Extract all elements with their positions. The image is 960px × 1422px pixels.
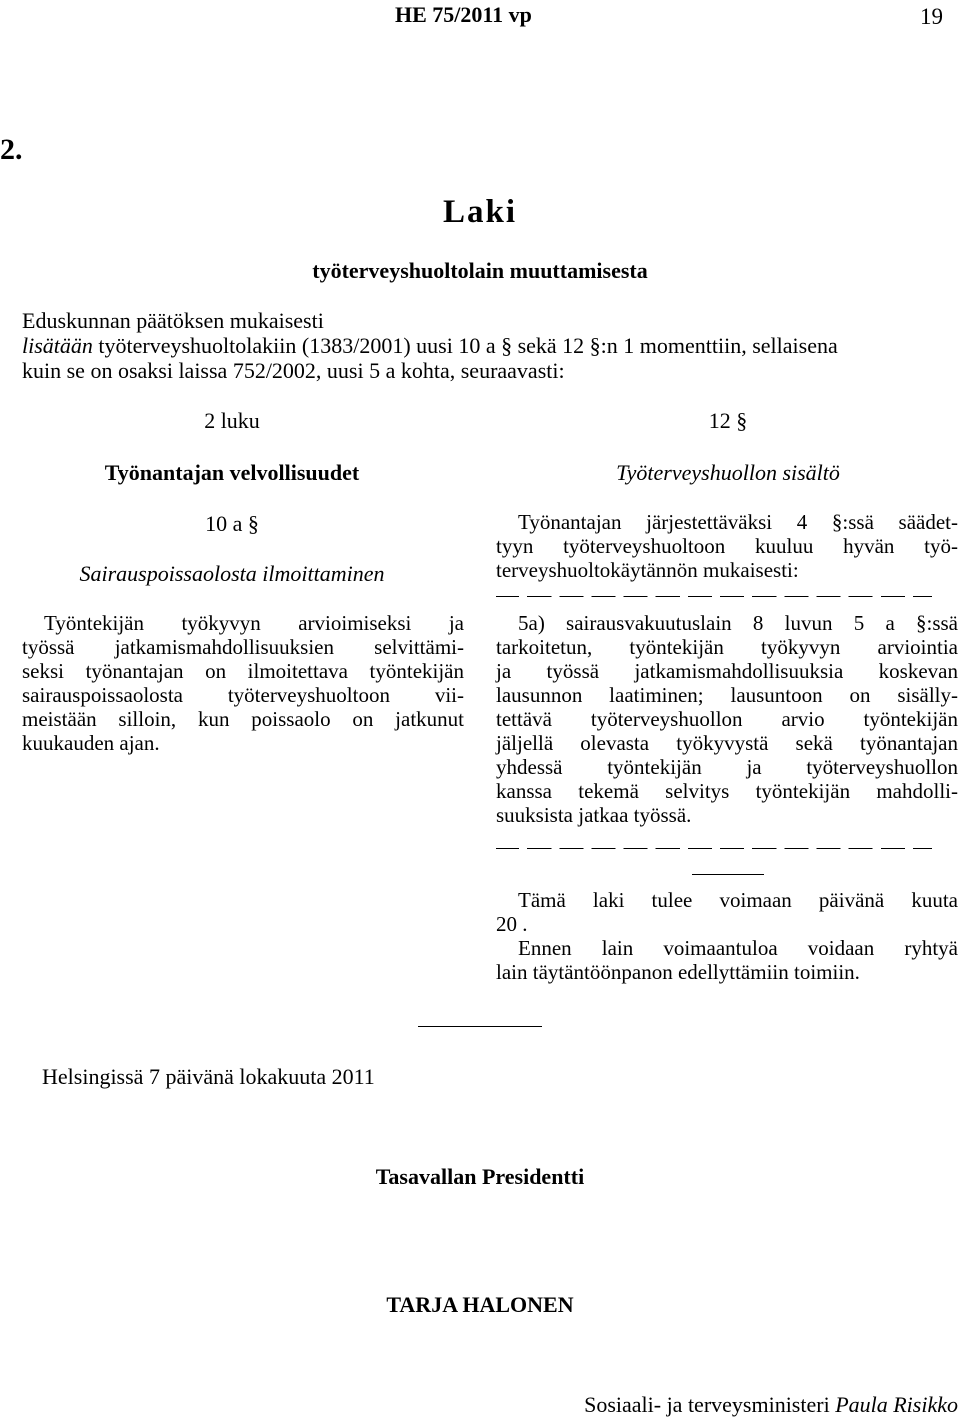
- preamble-line-3: kuin se on osaksi laissa 752/2002, uusi 5 a kohta, seuraavasti:: [22, 358, 565, 383]
- section-10a-body: [22, 611, 464, 755]
- section-12-item: [496, 611, 958, 827]
- section-10a-title: Sairauspoissaolosta ilmoittaminen: [79, 561, 385, 586]
- minister-name: Paula Risikko: [835, 1392, 958, 1417]
- chapter-number: 2 luku: [204, 408, 260, 433]
- body-line: kuukauden ajan.: [22, 731, 160, 755]
- place-date: Helsingissä 7 päivänä lokakuuta 2011: [42, 1064, 375, 1089]
- item-line: yhdessä työntekijän ja työterveyshuollon: [496, 755, 958, 779]
- preamble-line-1: Eduskunnan päätöksen mukaisesti: [22, 308, 324, 333]
- body-line: meistään silloin, kun poissaolo on jatkunut: [22, 707, 464, 731]
- intro-line: tyyn työterveyshuoltoon kuuluu hyvän työ-: [496, 534, 958, 558]
- minister-title: Sosiaali- ja terveysministeri: [584, 1392, 836, 1417]
- law-title: Laki: [442, 194, 518, 230]
- section-12-heading: 12 §: [708, 408, 748, 433]
- president-name: TARJA HALONEN: [386, 1292, 574, 1317]
- intro-line: Työnantajan järjestettäväksi 4 §:ssä säädet-: [518, 510, 958, 534]
- body-line: seksi työnantajan on ilmoitettava työntekijän: [22, 659, 464, 683]
- president-title: Tasavallan Presidentti: [375, 1164, 585, 1189]
- law-subtitle: työterveyshuoltolain muuttamisesta: [312, 258, 648, 283]
- preamble-line-2-rest: työterveyshuoltolakiin (1383/2001) uusi 10 a § sekä 12 §:n 1 momenttiin, sellaisena: [92, 333, 838, 358]
- center-separator-rule: [418, 1026, 542, 1027]
- item-line: jäljellä olevasta työkyvystä sekä työnantajan: [496, 731, 958, 755]
- body-line: työssä jatkamismahdollisuuksien selvittämi-: [22, 635, 464, 659]
- section-12-title: Työterveyshuollon sisältö: [616, 460, 840, 485]
- item-line: kanssa tekemä selvitys työntekijän mahdolli-: [496, 779, 958, 803]
- preamble-verb: lisätään: [22, 333, 93, 358]
- preamble: [22, 308, 960, 383]
- document-id: HE 75/2011 vp: [395, 2, 532, 27]
- body-line: sairauspoissaolosta työterveyshuoltoon vii-: [22, 683, 464, 707]
- minister-signature: [584, 1392, 958, 1417]
- intro-line: terveyshuoltokäytännön mukaisesti:: [496, 558, 799, 582]
- page-number: 19: [920, 4, 943, 29]
- chapter-title: Työnantajan velvollisuudet: [104, 460, 360, 485]
- item-line: tarkoitetun, työntekijän työkyvyn arviointia: [496, 635, 958, 659]
- entry-into-force: [496, 888, 958, 984]
- item-line: tettävä työterveyshuollon arvio työntekijän: [496, 707, 958, 731]
- section-number: 2.: [0, 133, 23, 166]
- transition-line: lain täytäntöönpanon edellyttämiin toimiin.: [496, 960, 860, 984]
- section-10a-heading: 10 a §: [205, 511, 259, 536]
- omission-dash-line: [496, 848, 932, 849]
- transition-line: Ennen lain voimaantuloa voidaan ryhtyä: [518, 936, 958, 960]
- entry-line: 20 .: [496, 912, 528, 936]
- item-line: suuksista jatkaa työssä.: [496, 803, 692, 827]
- item-line: 5a) sairausvakuutuslain 8 luvun 5 a §:ssä: [518, 611, 958, 635]
- omission-dash-line: [496, 596, 932, 597]
- entry-line: Tämä laki tulee voimaan päivänä kuuta: [518, 888, 958, 912]
- body-line: Työntekijän työkyvyn arvioimiseksi ja: [44, 611, 464, 635]
- section-12-intro: [496, 510, 958, 582]
- preamble-line-2: [22, 333, 960, 358]
- item-line: ja työssä jatkamismahdollisuuksia koskevan: [496, 659, 958, 683]
- item-line: lausunnon laatiminen; lausuntoon on sisälly-: [496, 683, 958, 707]
- separator-rule: [692, 874, 764, 875]
